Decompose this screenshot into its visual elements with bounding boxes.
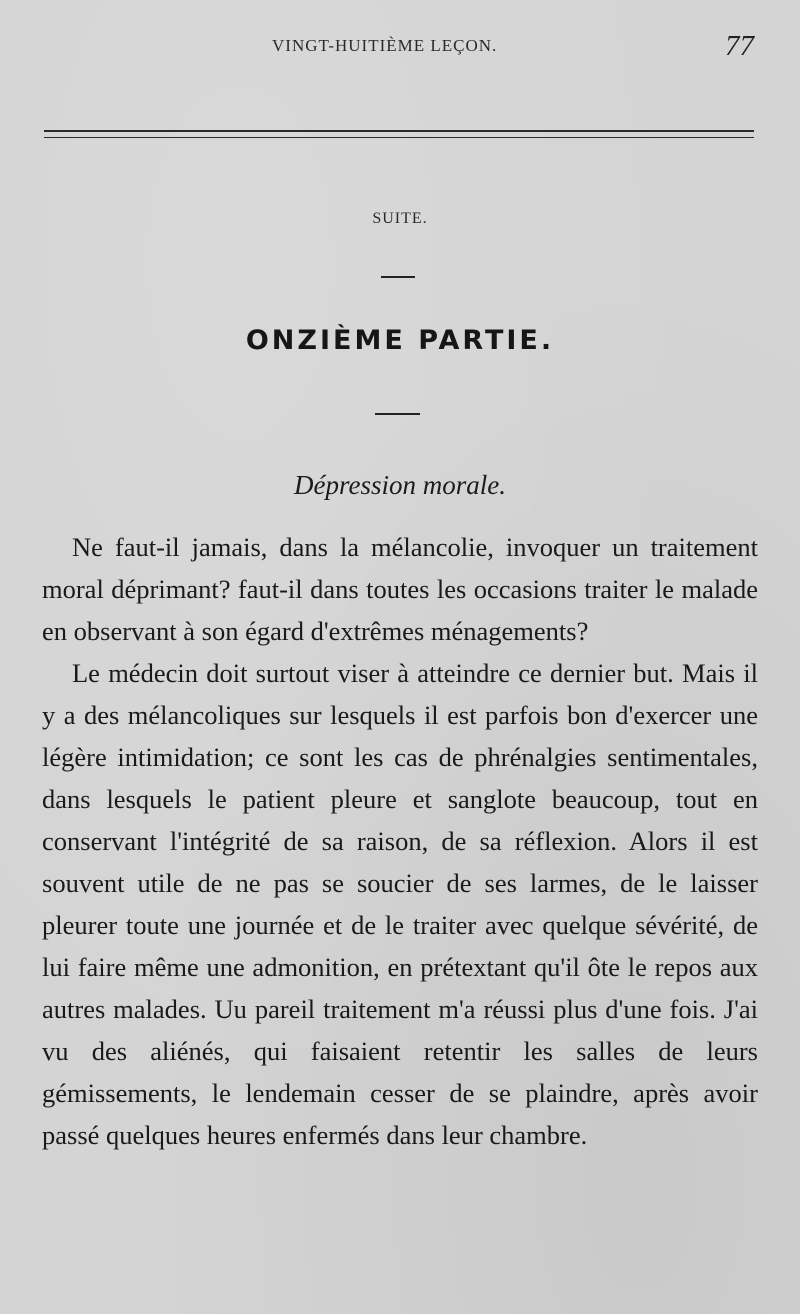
page-number: 77 [725, 30, 754, 62]
running-head: VINGT-HUITIÈME LEÇON. [272, 36, 498, 55]
header-double-rule [44, 130, 754, 138]
ornamental-rule [381, 276, 415, 278]
paragraph: Le médecin doit surtout viser à atteindre ce dernier but. Mais il y a des mélancoliques sur lesquels il est parfois bon d'exercer une légère intimidation; ce sont les cas de phrénalgies sentimentales, dans lesquels le patient pleure et sanglote beaucoup, tout en conservant l'intégrité de sa raison, de sa réflexion. Alors il est souvent utile de ne pas se soucier de ses larmes, de le laisser pleurer toute une journée et de le traiter avec quelque sévérité, de lui faire même une admonition, en prétextant qu'il ôte le repos aux autres malades. Uu pareil traitement m'a réussi plus d'une fois. J'ai vu des aliénés, qui faisaient retentir les salles de leurs gémissements, le lendemain cesser de se plaindre, après avoir passé quelques heures enfermés dans leur chambre. [42, 658, 758, 1150]
part-title: ONZIÈME PARTIE. [245, 325, 555, 356]
body-text [42, 526, 758, 1156]
suite-label: SUITE. [372, 210, 428, 227]
section-title: Dépression morale. [294, 470, 506, 500]
paragraph: Ne faut-il jamais, dans la mélancolie, invoquer un traitement moral déprimant? faut-il dans toutes les occasions traiter le malade en observant à son égard d'extrêmes ménagements? [42, 532, 758, 646]
ornamental-rule [375, 413, 420, 415]
